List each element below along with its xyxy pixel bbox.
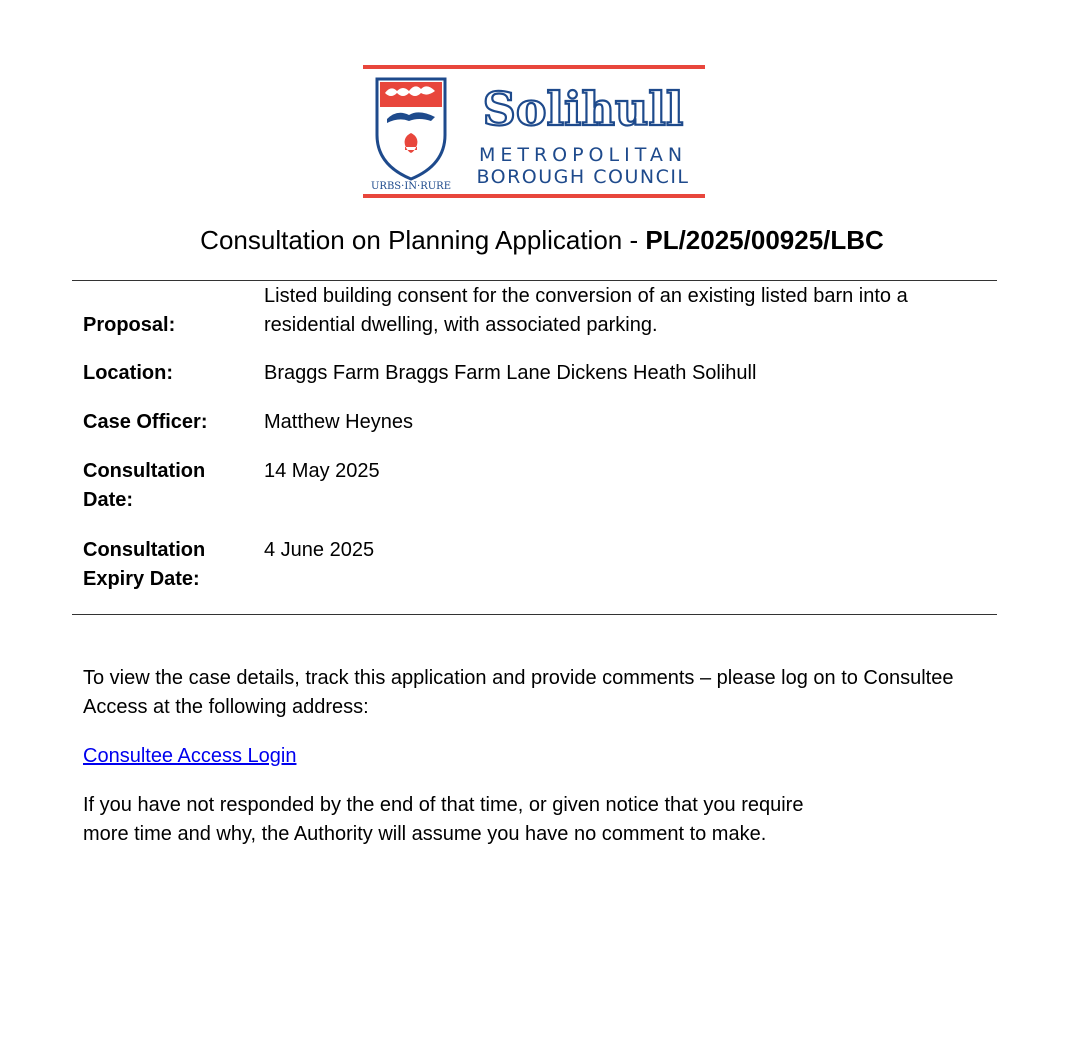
bottom-divider: [72, 614, 997, 615]
application-reference: PL/2025/00925/LBC: [645, 225, 884, 255]
expiry-date-value: 4 June 2025: [264, 539, 375, 561]
logo-line-metropolitan: METROPOLITAN: [478, 144, 688, 166]
consultation-date-row: [83, 457, 993, 517]
expiry-date-row: [83, 536, 993, 596]
solihull-crest-logo: [363, 65, 705, 199]
logo-wordmark: Solihull: [482, 82, 684, 136]
intro-paragraph: To view the case details, track this application and provide comments – please log on to Consultee Access at the following address:: [83, 667, 954, 718]
expiry-date-label-line2: Expiry Date:: [83, 568, 200, 590]
logo-motto: URBS·IN·RURE: [371, 181, 451, 192]
expiry-date-label: [83, 536, 253, 594]
council-logo: [363, 65, 705, 199]
consultation-date-label-line2: Date:: [83, 489, 134, 511]
consultation-date-label: [83, 457, 253, 515]
top-divider: [72, 280, 997, 281]
title-prefix: Consultation on Planning Application -: [200, 225, 646, 255]
location-row: [83, 359, 993, 389]
proposal-label: Proposal:: [83, 314, 176, 336]
notice-line-1: If you have not responded by the end of that time, or given notice that you require: [83, 794, 804, 816]
consultation-date-label-line1: Consultation: [83, 460, 206, 482]
expiry-date-label-line1: Consultation: [83, 539, 206, 561]
case-officer-label: Case Officer:: [83, 411, 208, 433]
notice-paragraph: [83, 791, 983, 849]
location-value: Braggs Farm Braggs Farm Lane Dickens Heath Solihull: [264, 362, 757, 384]
case-officer-row: [83, 408, 993, 438]
shield-icon: [377, 79, 445, 179]
consultation-date-value: 14 May 2025: [264, 460, 380, 482]
location-label: Location:: [83, 362, 173, 384]
proposal-row: [83, 282, 993, 342]
page-title: [0, 222, 1084, 258]
notice-line-2: more time and why, the Authority will assume you have no comment to make.: [83, 823, 767, 845]
case-officer-value: Matthew Heynes: [264, 411, 413, 433]
consultee-access-login-link[interactable]: Consultee Access Login: [83, 745, 297, 767]
proposal-value: Listed building consent for the conversion of an existing listed barn into a residential dwelling, with associated parking.: [264, 285, 908, 336]
link-paragraph: [83, 742, 983, 771]
logo-line-borough-council: BOROUGH COUNCIL: [476, 166, 690, 188]
